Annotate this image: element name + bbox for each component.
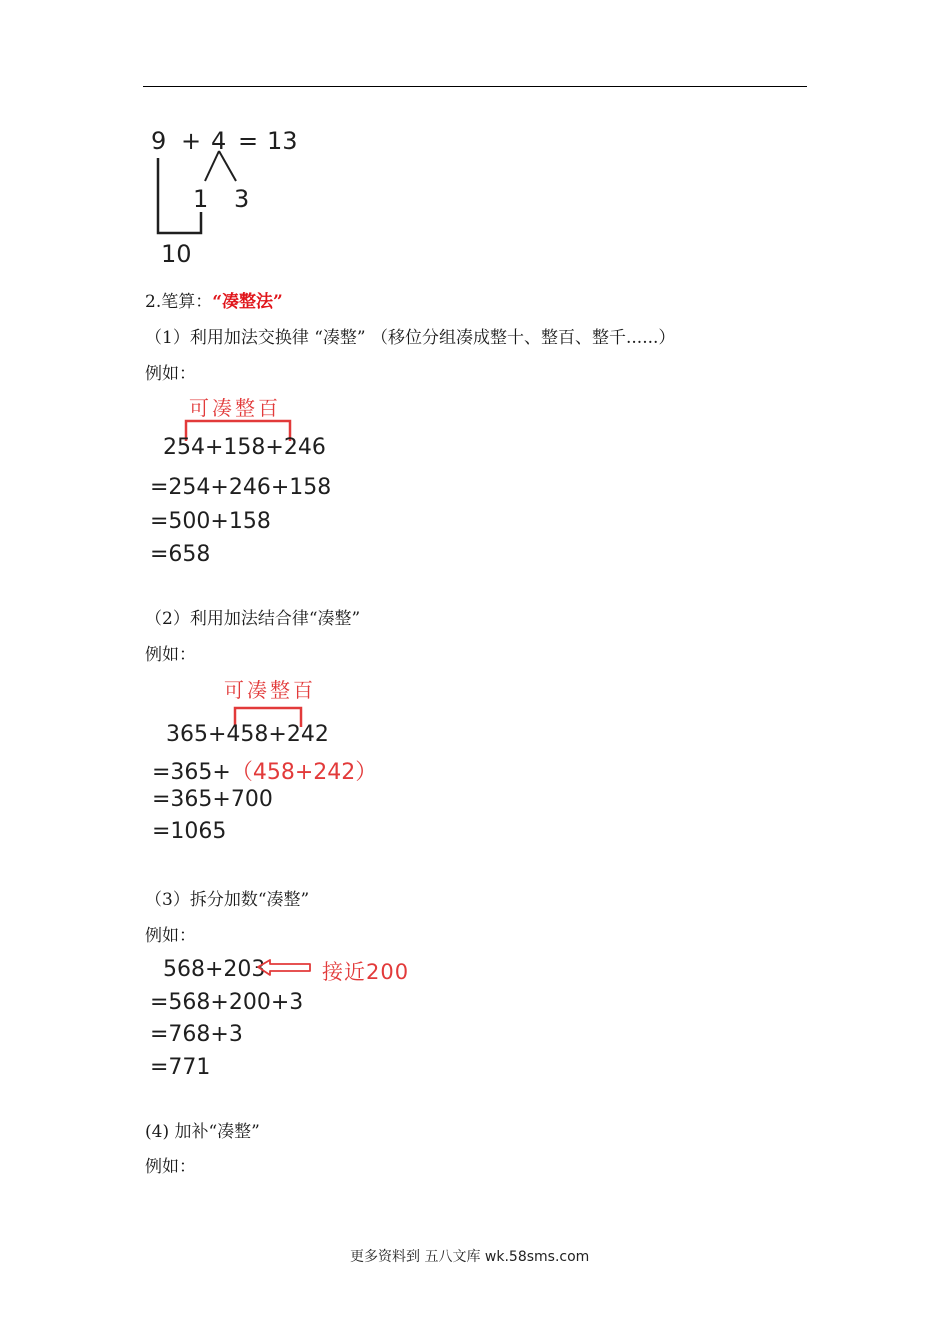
part-4-example-label: 例如： <box>145 1157 196 1177</box>
footer-text: 更多资料到 五八文库 wk.58sms.com <box>350 1249 590 1265</box>
part-1-example-label: 例如： <box>145 364 196 384</box>
number-13: 13 <box>267 127 298 155</box>
part-3-line-4: =771 <box>150 1055 211 1080</box>
part-4-heading: (4) 加补“凑整” <box>145 1122 260 1142</box>
part-2-line-2-prefix: =365+ <box>152 760 231 785</box>
number-10: 10 <box>161 240 192 268</box>
part-2-line-3: =365+700 <box>152 787 273 812</box>
part-2-annotation: 可凑整百 <box>224 678 316 702</box>
part-1-heading: （1）利用加法交换律 “凑整” （移位分组凑成整十、整百、整千......） <box>145 328 676 348</box>
number-4: 4 <box>211 127 227 155</box>
part-3-annotation: 接近200 <box>322 960 410 984</box>
part-1-line-2: =254+246+158 <box>150 475 332 500</box>
part-3-heading: （3）拆分加数“凑整” <box>145 890 310 910</box>
part-2-line-4: =1065 <box>152 819 227 844</box>
part-2-line-1: 365+458+242 <box>166 722 329 747</box>
method-name: “凑整法” <box>212 292 283 312</box>
plus-sign: + <box>181 127 202 155</box>
part-2-example-label: 例如： <box>145 645 196 665</box>
part-1-annotation: 可凑整百 <box>189 396 281 420</box>
part-1-line-4: =658 <box>150 542 211 567</box>
number-1: 1 <box>193 185 209 213</box>
part-2-heading: （2）利用加法结合律“凑整” <box>145 609 361 629</box>
part-2-line-2-paren: （458+242） <box>230 760 378 785</box>
number-9: 9 <box>151 127 167 155</box>
part-3-line-1: 568+203 <box>163 957 266 982</box>
part-1-line-3: =500+158 <box>150 509 271 534</box>
equals-sign: = <box>238 127 259 155</box>
section-2-prefix: 2.笔算： <box>145 292 213 312</box>
part-3-line-3: =768+3 <box>150 1022 243 1047</box>
part-3-example-label: 例如： <box>145 926 196 946</box>
part-3-line-2: =568+200+3 <box>150 990 304 1015</box>
part-1-line-1: 254+158+246 <box>163 435 326 460</box>
number-3: 3 <box>234 185 250 213</box>
